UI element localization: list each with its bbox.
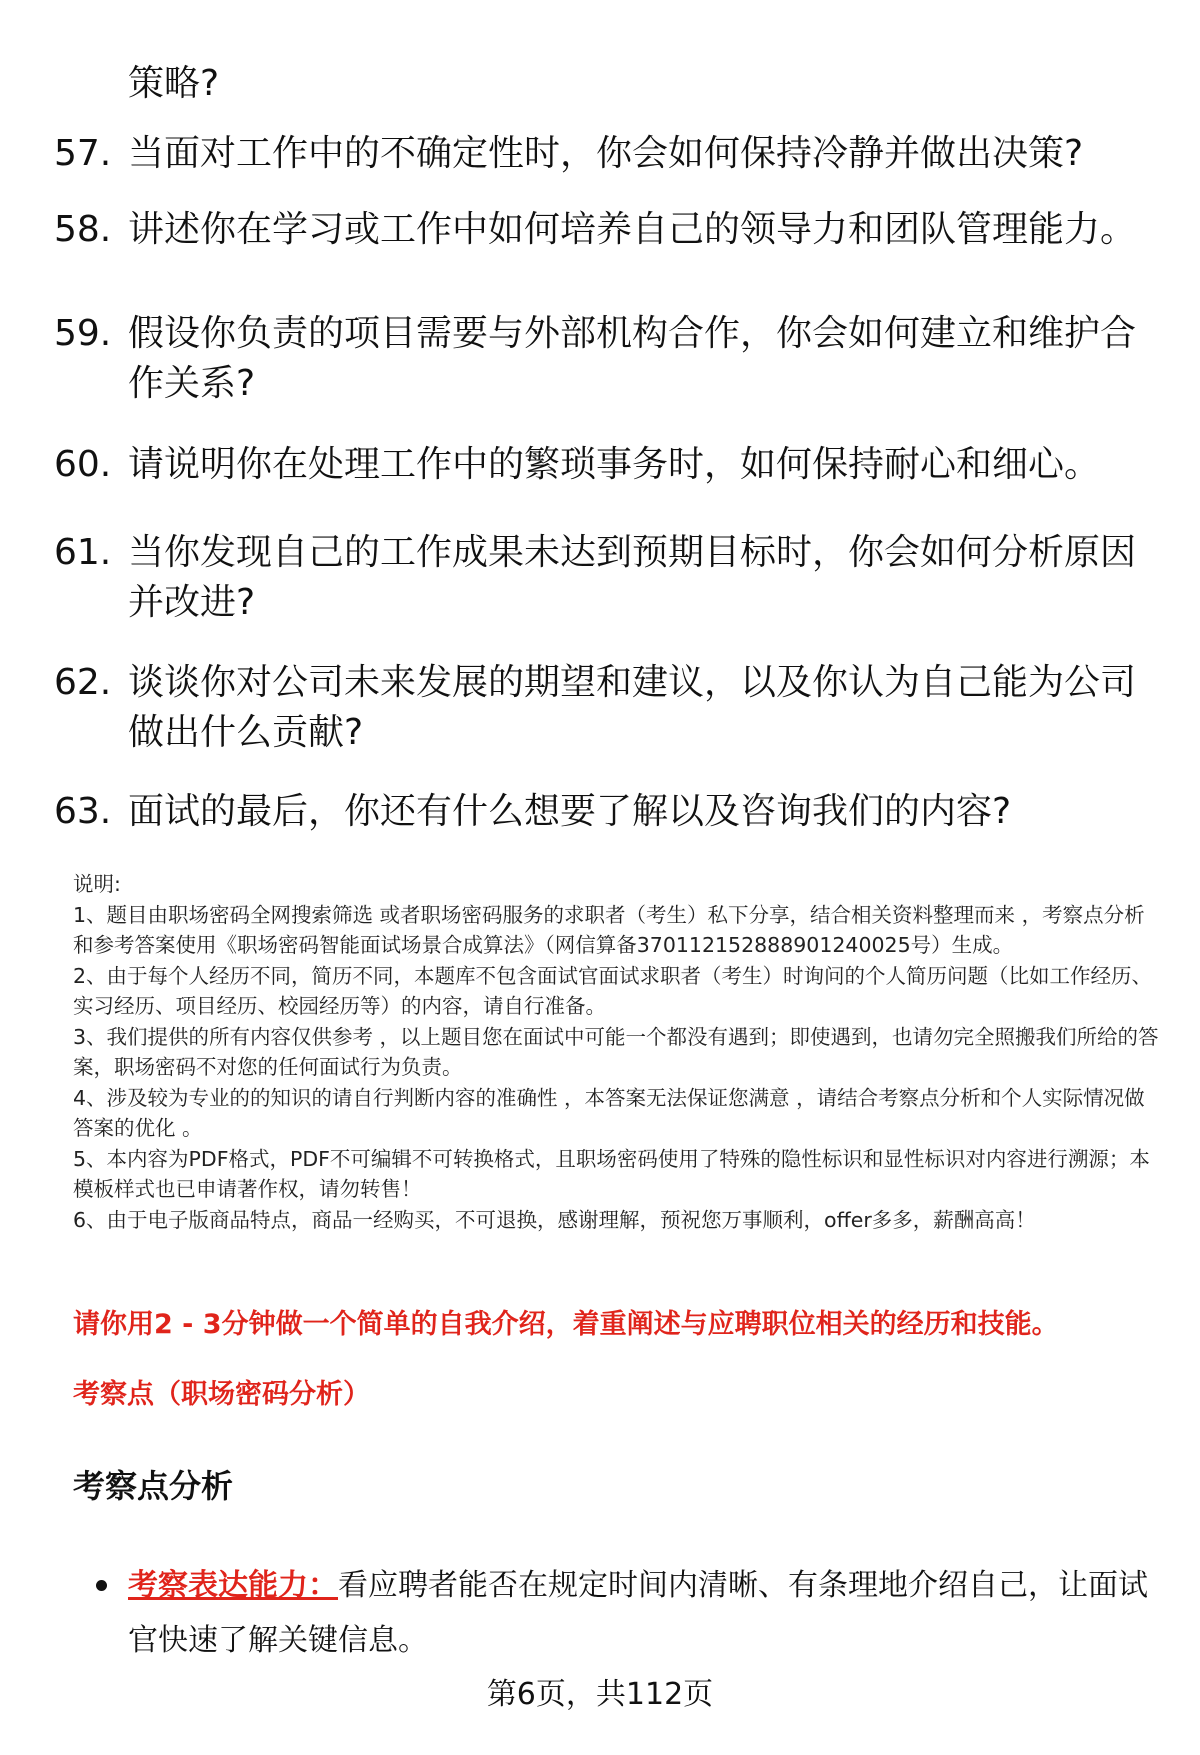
notes-item-6: 6、由于电子版商品特点，商品一经购买，不可退换，感谢理解，预祝您万事顺利，offer多多，薪酬高高！ bbox=[73, 1207, 1036, 1232]
notes-item-2: 2、由于每个人经历不同，简历不同，本题库不包含面试官面试求职者（考生）时询问的个人简历问题（比如工作经历、实习经历、项目经历、校园经历等）的内容，请自行准备。 bbox=[73, 963, 1153, 1018]
question-text: 谈谈你对公司未来发展的期望和建议，以及你认为自己能为公司做出什么贡献? bbox=[128, 662, 1137, 753]
bullet-dot-icon bbox=[96, 1580, 107, 1591]
bullet-body bbox=[128, 1558, 1166, 1668]
question-number: 61. bbox=[54, 532, 112, 573]
question-59 bbox=[54, 309, 1154, 409]
question-number: 59. bbox=[54, 313, 112, 354]
notes-item-1: 1、题目由职场密码全网搜索筛选 或者职场密码服务的求职者（考生）私下分享，结合相关资料整理而来 ，考察点分析和参考答案使用《职场密码智能面试场景合成算法》（网信算备370112152888901240025号）生成。 bbox=[73, 902, 1145, 957]
question-text: 面试的最后，你还有什么想要了解以及咨询我们的内容? bbox=[128, 791, 1012, 832]
question-text: 当面对工作中的不确定性时，你会如何保持冷静并做出决策? bbox=[128, 133, 1084, 174]
intro-question: 请你用2 - 3分钟做一个简单的自我介绍，着重阐述与应聘职位相关的经历和技能。 bbox=[73, 1309, 1059, 1340]
analysis-bullet bbox=[96, 1558, 1166, 1668]
question-text: 讲述你在学习或工作中如何培养自己的领导力和团队管理能力。 bbox=[128, 209, 1137, 250]
question-number: 58. bbox=[54, 209, 112, 250]
question-63 bbox=[54, 787, 1154, 837]
question-57 bbox=[54, 129, 1154, 179]
notes-block bbox=[73, 869, 1163, 1235]
question-text: 当你发现自己的工作成果未达到预期目标时，你会如何分析原因并改进? bbox=[128, 532, 1137, 623]
notes-item-4: 4、涉及较为专业的的知识的请自行判断内容的准确性 ，本答案无法保证您满意 ，请结合考察点分析和个人实际情况做答案的优化 。 bbox=[73, 1085, 1145, 1140]
question-continuation: 策略? bbox=[128, 63, 220, 104]
page-footer: 第6页，共112页 bbox=[486, 1677, 714, 1712]
question-text: 假设你负责的项目需要与外部机构合作，你会如何建立和维护合作关系? bbox=[128, 313, 1137, 404]
question-text: 请说明你在处理工作中的繁琐事务时，如何保持耐心和细心。 bbox=[128, 444, 1101, 485]
analysis-heading: 考察点分析 bbox=[73, 1467, 234, 1505]
notes-title: 说明: bbox=[73, 872, 121, 896]
question-58 bbox=[54, 205, 1154, 255]
question-number: 60. bbox=[54, 444, 112, 485]
question-62 bbox=[54, 658, 1154, 758]
question-number: 62. bbox=[54, 662, 112, 703]
bullet-text: 看应聘者能否在规定时间内清晰、有条理地介绍自己，让面试官快速了解关键信息。 bbox=[128, 1568, 1148, 1658]
bullet-label: 考察表达能力： bbox=[128, 1568, 338, 1603]
question-60 bbox=[54, 440, 1154, 490]
question-61 bbox=[54, 528, 1154, 628]
intro-subtitle: 考察点（职场密码分析） bbox=[73, 1379, 370, 1410]
notes-item-3: 3、我们提供的所有内容仅供参考 ，以上题目您在面试中可能一个都没有遇到；即使遇到，也请勿完全照搬我们所给的答案，职场密码不对您的任何面试行为负责。 bbox=[73, 1024, 1159, 1079]
question-number: 57. bbox=[54, 133, 112, 174]
notes-item-5: 5、本内容为PDF格式，PDF不可编辑不可转换格式，且职场密码使用了特殊的隐性标识和显性标识对内容进行溯源；本模板样式也已申请著作权，请勿转售！ bbox=[73, 1146, 1150, 1201]
question-number: 63. bbox=[54, 791, 112, 832]
